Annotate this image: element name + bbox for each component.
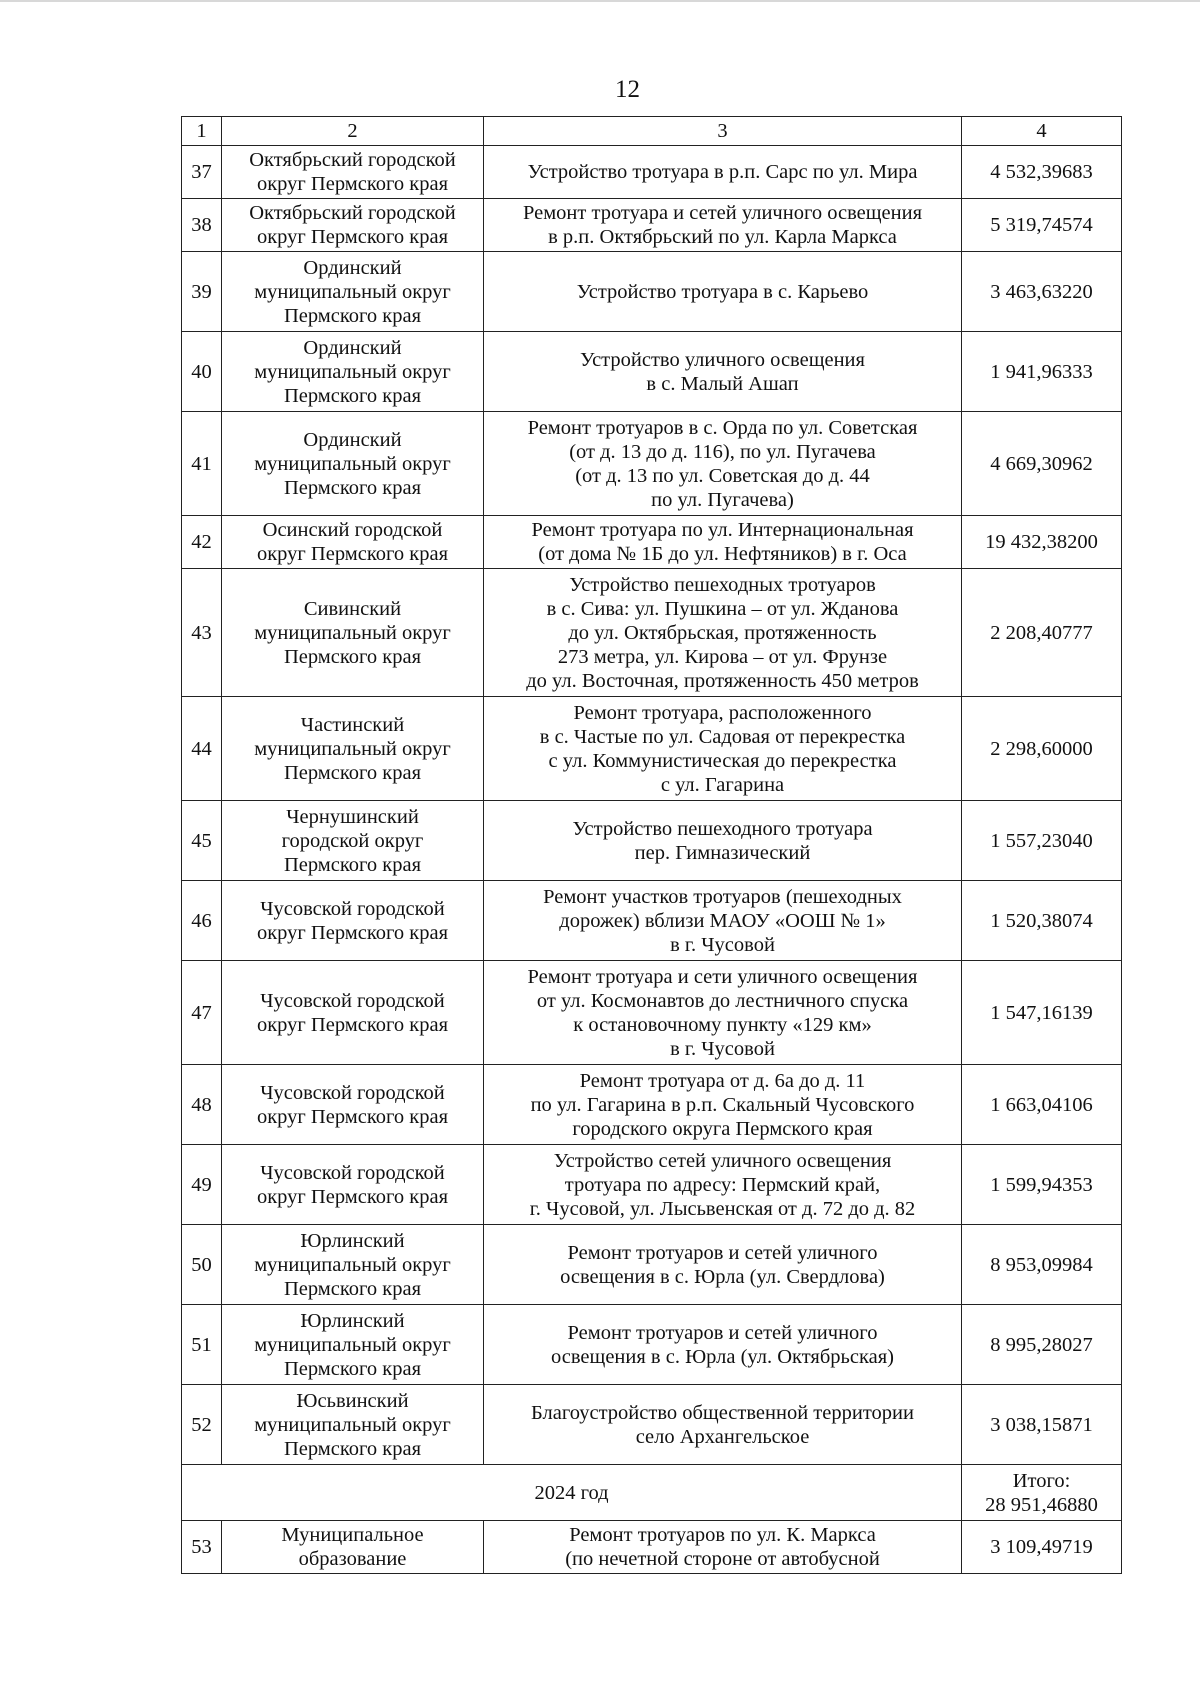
table-row — [182, 569, 1122, 697]
header-col-3: 3 — [484, 117, 962, 146]
municipality-cell: Муниципальное образование — [222, 1521, 484, 1574]
row-number: 48 — [182, 1065, 222, 1145]
amount-cell: 1 941,96333 — [962, 332, 1122, 412]
municipality-cell: Частинский муниципальный округ Пермского края — [222, 697, 484, 801]
work-description-cell: Устройство пешеходных тротуаров в с. Сива: ул. Пушкина – от ул. Жданова до ул. Октябрьская, протяженность 273 метра, ул. Кирова – от ул. Фрунзе до ул. Восточная, протяженность 450 метров — [484, 569, 962, 697]
row-number: 46 — [182, 881, 222, 961]
municipality-cell: Чернушинский городской округ Пермского края — [222, 801, 484, 881]
municipality-cell: Сивинский муниципальный округ Пермского края — [222, 569, 484, 697]
amount-cell: 1 663,04106 — [962, 1065, 1122, 1145]
table-row — [182, 1521, 1122, 1574]
table-row — [182, 412, 1122, 516]
municipality-cell: Чусовской городской округ Пермского края — [222, 961, 484, 1065]
page-number: 12 — [615, 76, 640, 103]
work-description-cell: Ремонт участков тротуаров (пешеходных дорожек) вблизи МАОУ «ООШ № 1» в г. Чусовой — [484, 881, 962, 961]
amount-cell: 19 432,38200 — [962, 516, 1122, 569]
header-col-1: 1 — [182, 117, 222, 146]
municipality-cell: Ординский муниципальный округ Пермского края — [222, 412, 484, 516]
municipality-cell: Чусовской городской округ Пермского края — [222, 1145, 484, 1225]
row-number: 41 — [182, 412, 222, 516]
table-row — [182, 697, 1122, 801]
row-number: 38 — [182, 199, 222, 252]
table-row — [182, 961, 1122, 1065]
row-number: 53 — [182, 1521, 222, 1574]
work-description-cell: Ремонт тротуара, расположенного в с. Частые по ул. Садовая от перекрестка с ул. Коммунистическая до перекрестка с ул. Гагарина — [484, 697, 962, 801]
table-row — [182, 252, 1122, 332]
municipality-cell: Ординский муниципальный округ Пермского края — [222, 332, 484, 412]
work-description-cell: Ремонт тротуаров по ул. К. Маркса (по нечетной стороне от автобусной — [484, 1521, 962, 1574]
municipality-cell: Октябрьский городской округ Пермского края — [222, 199, 484, 252]
table-row — [182, 1065, 1122, 1145]
row-number: 44 — [182, 697, 222, 801]
municipality-cell: Юрлинский муниципальный округ Пермского края — [222, 1305, 484, 1385]
municipality-cell: Юрлинский муниципальный округ Пермского края — [222, 1225, 484, 1305]
work-description-cell: Устройство тротуара в с. Карьево — [484, 252, 962, 332]
table-row — [182, 516, 1122, 569]
municipality-cell: Осинский городской округ Пермского края — [222, 516, 484, 569]
amount-cell: 2 298,60000 — [962, 697, 1122, 801]
amount-cell: 3 109,49719 — [962, 1521, 1122, 1574]
year-total-row — [182, 1465, 1122, 1521]
amount-cell: 8 995,28027 — [962, 1305, 1122, 1385]
table-row — [182, 1305, 1122, 1385]
amount-cell: 1 547,16139 — [962, 961, 1122, 1065]
row-number: 50 — [182, 1225, 222, 1305]
row-number: 45 — [182, 801, 222, 881]
municipality-cell: Ординский муниципальный округ Пермского края — [222, 252, 484, 332]
row-number: 37 — [182, 146, 222, 199]
row-number: 47 — [182, 961, 222, 1065]
header-col-2: 2 — [222, 117, 484, 146]
amount-cell: 3 463,63220 — [962, 252, 1122, 332]
table-row — [182, 881, 1122, 961]
row-number: 52 — [182, 1385, 222, 1465]
amount-cell: 8 953,09984 — [962, 1225, 1122, 1305]
amount-cell: 2 208,40777 — [962, 569, 1122, 697]
municipality-cell: Чусовской городской округ Пермского края — [222, 1065, 484, 1145]
work-description-cell: Ремонт тротуара от д. 6а до д. 11 по ул. Гагарина в р.п. Скальный Чусовского городского округа Пермского края — [484, 1065, 962, 1145]
table-row — [182, 332, 1122, 412]
work-description-cell: Устройство уличного освещения в с. Малый Ашап — [484, 332, 962, 412]
work-description-cell: Ремонт тротуара по ул. Интернациональная (от дома № 1Б до ул. Нефтяников) в г. Оса — [484, 516, 962, 569]
work-description-cell: Ремонт тротуаров и сетей уличного освещения в с. Юрла (ул. Свердлова) — [484, 1225, 962, 1305]
amount-cell: 4 669,30962 — [962, 412, 1122, 516]
amount-cell: 1 599,94353 — [962, 1145, 1122, 1225]
table-row — [182, 199, 1122, 252]
work-description-cell: Ремонт тротуаров в с. Орда по ул. Советская (от д. 13 до д. 116), по ул. Пугачева (от д. 13 по ул. Советская до д. 44 по ул. Пугачева) — [484, 412, 962, 516]
work-description-cell: Ремонт тротуара и сетей уличного освещения в р.п. Октябрьский по ул. Карла Маркса — [484, 199, 962, 252]
work-description-cell: Ремонт тротуара и сети уличного освещения от ул. Космонавтов до лестничного спуска к остановочному пункту «129 км» в г. Чусовой — [484, 961, 962, 1065]
row-number: 39 — [182, 252, 222, 332]
amount-cell: 3 038,15871 — [962, 1385, 1122, 1465]
amount-cell: 5 319,74574 — [962, 199, 1122, 252]
row-number: 43 — [182, 569, 222, 697]
table-row — [182, 1225, 1122, 1305]
table-row — [182, 801, 1122, 881]
row-number: 40 — [182, 332, 222, 412]
year-label: 2024 год — [182, 1465, 962, 1521]
municipality-cell: Юсьвинский муниципальный округ Пермского края — [222, 1385, 484, 1465]
table-header-row — [182, 117, 1122, 146]
work-description-cell: Устройство пешеходного тротуара пер. Гимназический — [484, 801, 962, 881]
table-row — [182, 1385, 1122, 1465]
projects-table — [181, 116, 1122, 1574]
amount-cell: 1 520,38074 — [962, 881, 1122, 961]
year-total-amount: Итого: 28 951,46880 — [962, 1465, 1122, 1521]
work-description-cell: Благоустройство общественной территории село Архангельское — [484, 1385, 962, 1465]
row-number: 49 — [182, 1145, 222, 1225]
header-col-4: 4 — [962, 117, 1122, 146]
amount-cell: 1 557,23040 — [962, 801, 1122, 881]
municipality-cell: Чусовской городской округ Пермского края — [222, 881, 484, 961]
row-number: 42 — [182, 516, 222, 569]
work-description-cell: Устройство сетей уличного освещения тротуара по адресу: Пермский край, г. Чусовой, ул. Лысьвенская от д. 72 до д. 82 — [484, 1145, 962, 1225]
table-row — [182, 1145, 1122, 1225]
work-description-cell: Устройство тротуара в р.п. Сарс по ул. Мира — [484, 146, 962, 199]
amount-cell: 4 532,39683 — [962, 146, 1122, 199]
row-number: 51 — [182, 1305, 222, 1385]
work-description-cell: Ремонт тротуаров и сетей уличного освещения в с. Юрла (ул. Октябрьская) — [484, 1305, 962, 1385]
municipality-cell: Октябрьский городской округ Пермского края — [222, 146, 484, 199]
table-row — [182, 146, 1122, 199]
